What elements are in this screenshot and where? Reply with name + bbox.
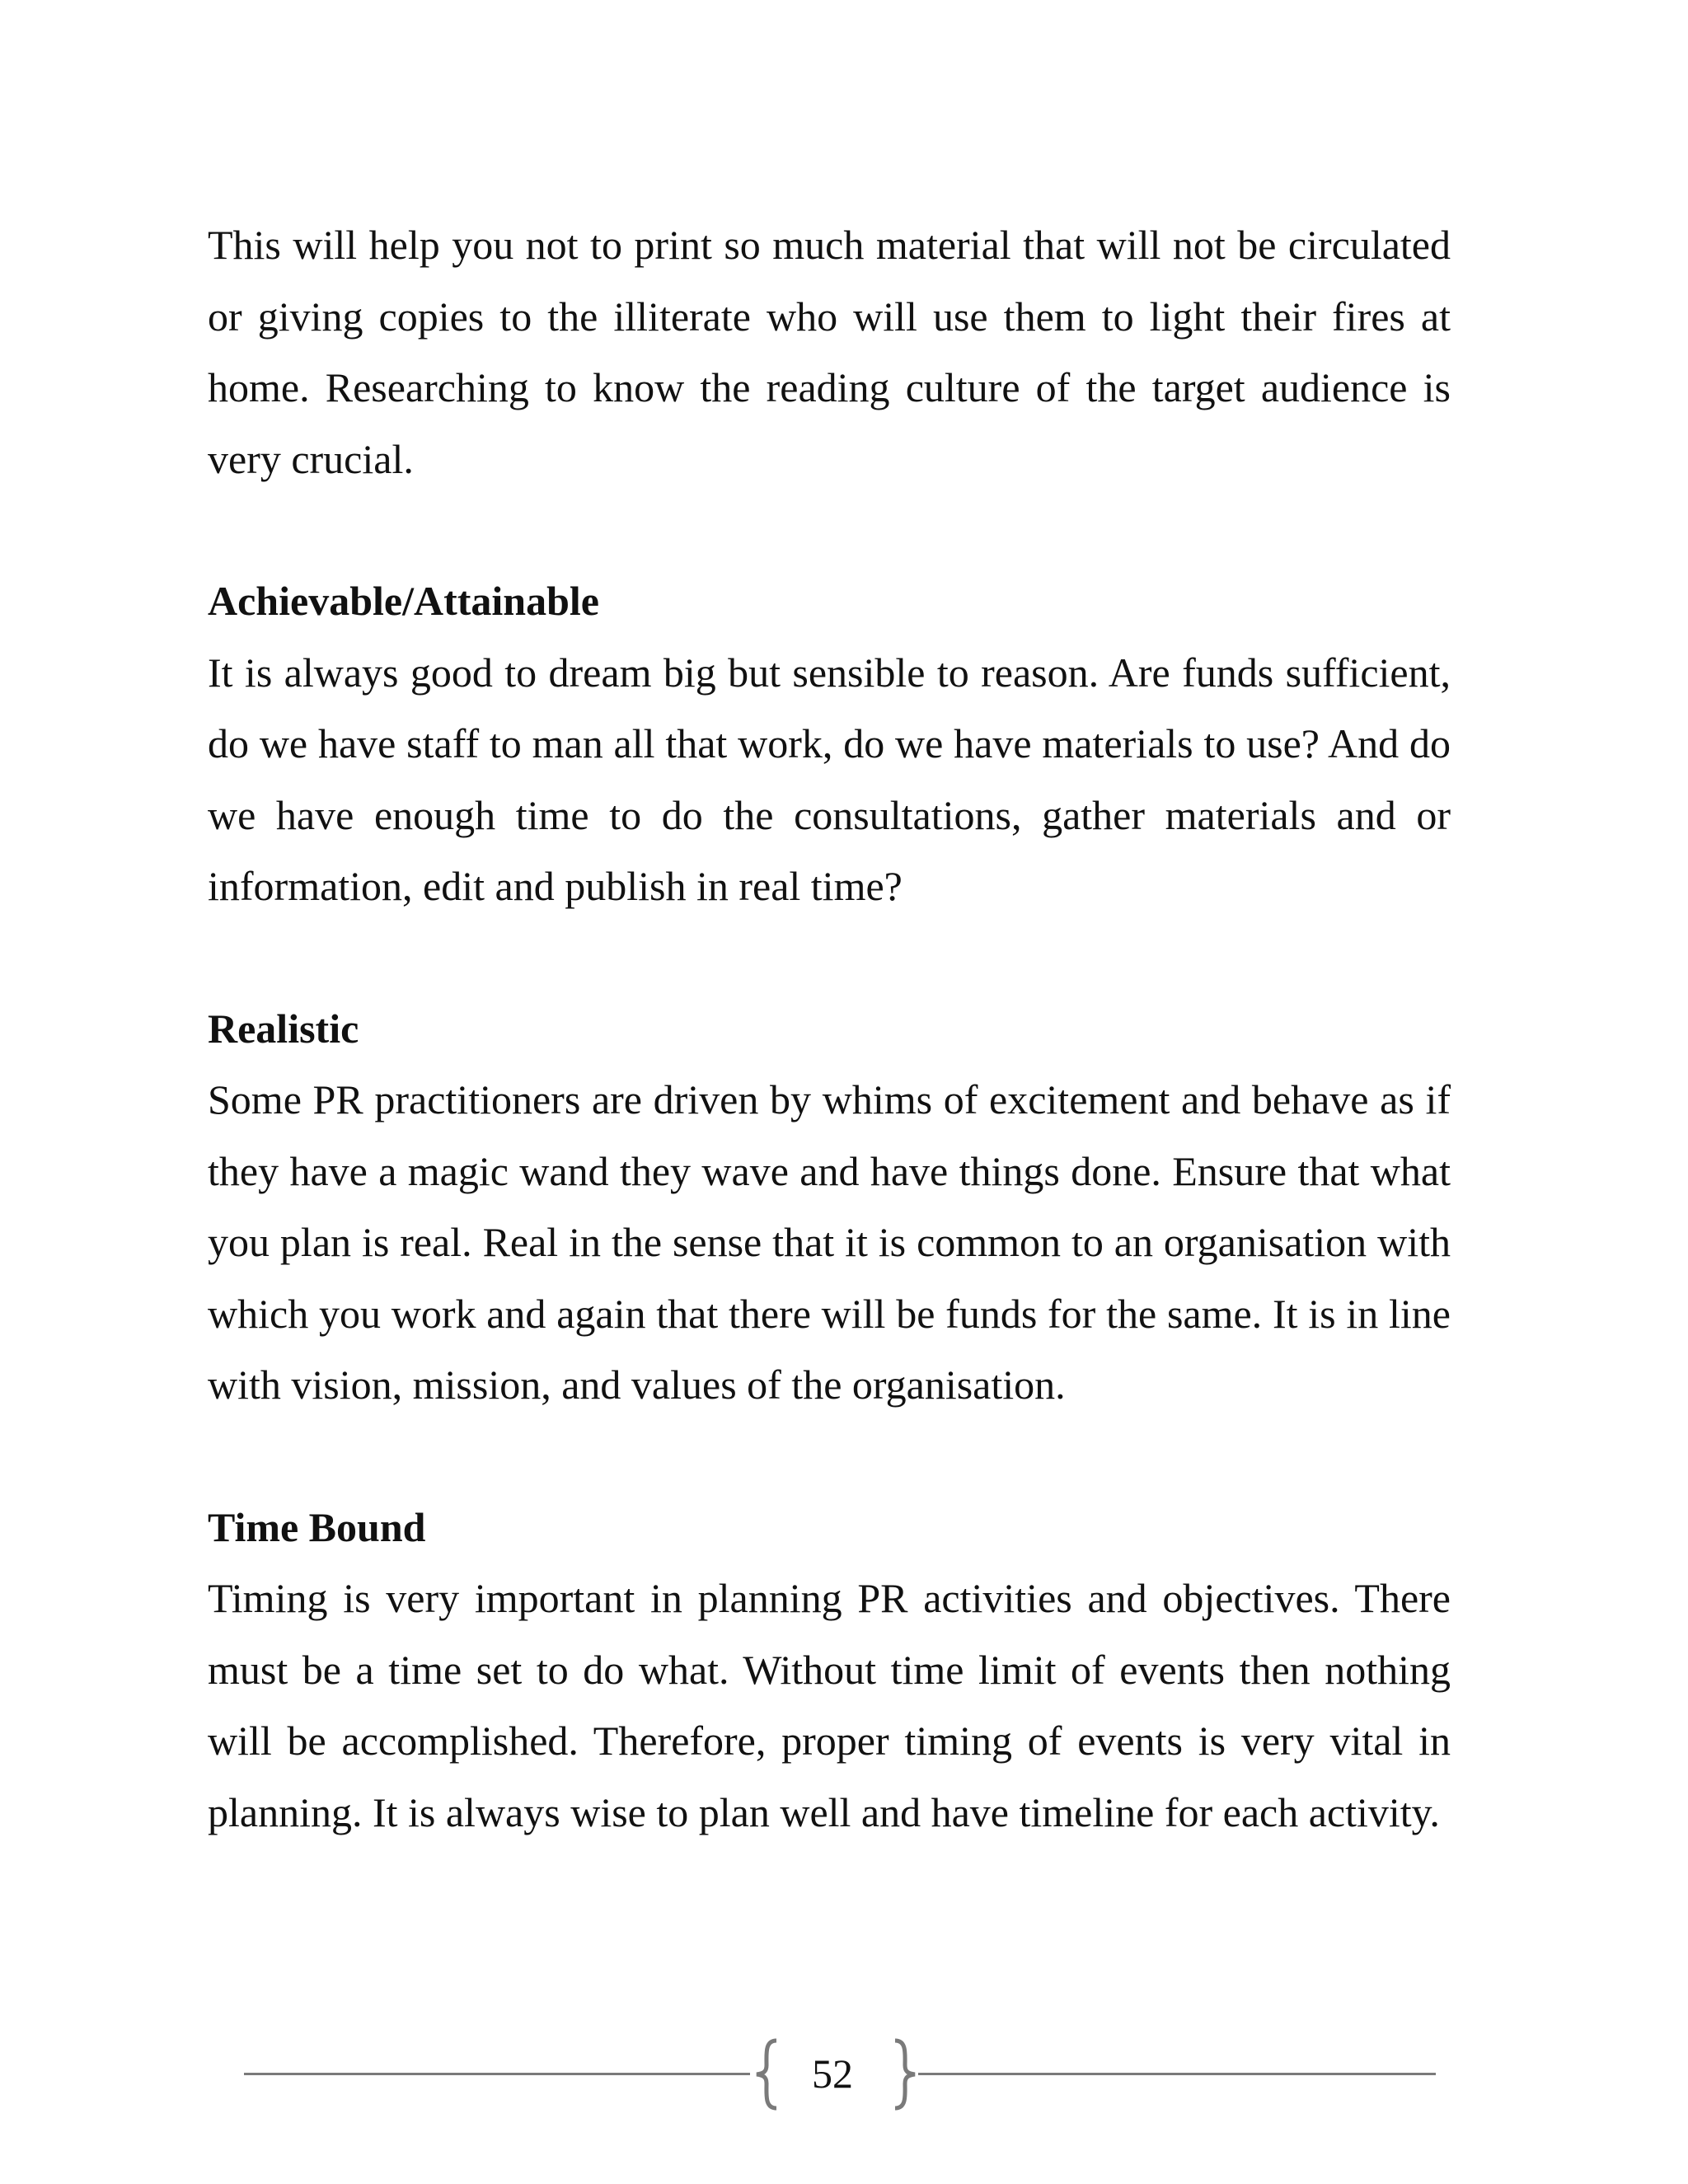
section-achievable xyxy=(208,565,1451,922)
section-paragraph: Some PR practitioners are driven by whims of excitement and behave as if they have a magic wand they wave and have things done. Ensure that what you plan is real. Real in the sense that it is common to an organisation with which you work and again that there will be funds for the same. It is in line with vision, mission, and values of the organisation. xyxy=(208,1076,1451,1408)
section-heading: Realistic xyxy=(208,1005,359,1052)
section-paragraph: It is always good to dream big but sensible to reason. Are funds sufficient, do we have staff to man all that work, do we have materials to use? And do we have enough time to do the consultations, gather materials and or information, edit and publish in real time? xyxy=(208,649,1451,909)
section-time-bound xyxy=(208,1492,1451,1849)
section-paragraph: Timing is very important in planning PR activities and objectives. There must be a time set to do what. Without time limit of events then nothing will be accomplished. Therefore, proper timing of events is very vital in planning. It is always wise to plan well and have timeline for each activity. xyxy=(208,1575,1451,1835)
page-footer xyxy=(0,2037,1688,2111)
left-brace-icon xyxy=(752,2037,781,2111)
section-heading: Achievable/Attainable xyxy=(208,578,599,624)
intro-paragraph: This will help you not to print so much material that will not be circulated or giving copies to the illiterate who will use them to light their fires at home. Researching to know the reading culture of the target audience is very crucial. xyxy=(208,222,1451,482)
section-realistic xyxy=(208,993,1451,1421)
footer-rule-right xyxy=(918,2073,1436,2075)
page-body xyxy=(208,209,1451,1848)
right-brace-icon xyxy=(890,2037,920,2111)
section-heading: Time Bound xyxy=(208,1503,426,1550)
footer-rule-left xyxy=(244,2073,750,2075)
page-number: 52 xyxy=(812,2050,853,2097)
